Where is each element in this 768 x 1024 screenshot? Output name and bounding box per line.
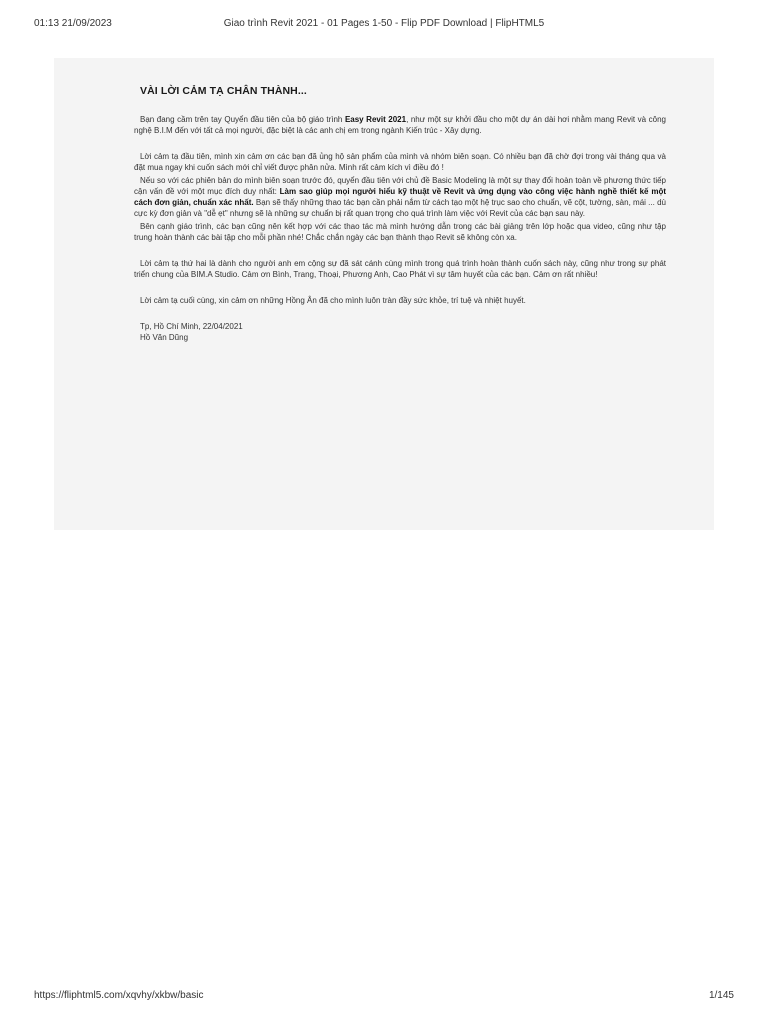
paragraph-practice: Bên cạnh giáo trình, các bạn cũng nên kết hợp với các thao tác mà mình hướng dẫn trong các bài giảng trên lớp hoặc qua video, cũng như tập trung hoàn thành các bài tập cho mỗi phần nhé! Chắc chắn ngày các bạn thành thạo Revit sẽ không còn xa. [134, 222, 666, 242]
signature-author: Hồ Văn Dũng [140, 333, 189, 342]
paragraph-text: , như một sự khởi đầu cho một dự án dài hơi nhằm mang Revit và công nghệ B.I.M đến với tất cả mọi người, đặc biệt là các anh chị em trong ngành Kiến trúc - Xây dựng. [134, 115, 666, 135]
paragraph-intro [134, 114, 666, 136]
signature-place-date: Tp, Hồ Chí Minh, 22/04/2021 [140, 322, 243, 331]
goal-bold-text: Làm sao giúp mọi người hiểu kỹ thuật về Revit và ứng dụng vào công việc hành nghề thiết kế một cách đơn giản, chuẩn xác nhất. [134, 187, 667, 207]
document-content [134, 86, 666, 343]
document-title: VÀI LỜI CẢM TẠ CHÂN THÀNH... [140, 85, 307, 97]
print-datetime: 01:13 21/09/2023 [34, 18, 112, 29]
paragraph-approach [134, 175, 666, 219]
paragraph-thanks-first: Lời cảm tạ đầu tiên, mình xin cảm ơn các bạn đã ủng hộ sản phẩm của mình và nhóm biên soạn. Có nhiều bạn đã chờ đợi trong vài tháng qua và đặt mua ngay khi cuốn sách mới chỉ viết được phân nửa. Mình rất cảm kích vì điều đó ! [134, 152, 666, 172]
print-header [0, 18, 768, 32]
paragraph-text: Bạn sẽ thấy những thao tác bạn cần phải nắm từ cách tạo một hệ trục sao cho chuẩn, vẽ cột, tường, sàn, mái ... dù cực kỳ đơn giản và "dễ ẹt" nhưng sẽ là những sự chuẩn bị rất quan trọng cho quá trình làm việc với Revit của các bạn sau này. [134, 198, 666, 218]
print-url: https://fliphtml5.com/xqvhy/xkbw/basic [34, 990, 204, 1001]
paragraph-thanks-second: Lời cảm tạ thứ hai là dành cho người anh em cộng sự đã sát cánh cùng mình trong quá trình hoàn thành cuốn sách này, cũng như trong sự phát triển chung của BIM.A Studio. Cảm ơn Bình, Trang, Thoại, Phương Anh, Cao Phát vì sự tâm huyết của các bạn. Cảm ơn rất nhiều! [134, 259, 666, 279]
paragraph-thanks-last: Lời cảm tạ cuối cùng, xin cảm ơn những Hồng Ân đã cho mình luôn tràn đầy sức khỏe, trí tuệ và nhiệt huyết. [140, 296, 526, 305]
document-page [54, 58, 714, 530]
print-footer [0, 990, 768, 1004]
paragraph-text: Nếu so với các phiên bản do mình biên soạn trước đó, quyển đầu tiên với chủ đề Basic Modeling là một sự thay đổi hoàn toàn về phương thức tiếp cận vấn đề với một mục đích duy nhất: [134, 176, 666, 196]
print-page-title: Giao trình Revit 2021 - 01 Pages 1-50 - Flip PDF Download | FlipHTML5 [223, 18, 545, 29]
paragraph-text: Bạn đang cầm trên tay Quyển đầu tiên của bộ giáo trình [140, 115, 345, 124]
book-title-bold: Easy Revit 2021 [344, 115, 407, 124]
print-page-number: 1/145 [708, 990, 734, 1001]
